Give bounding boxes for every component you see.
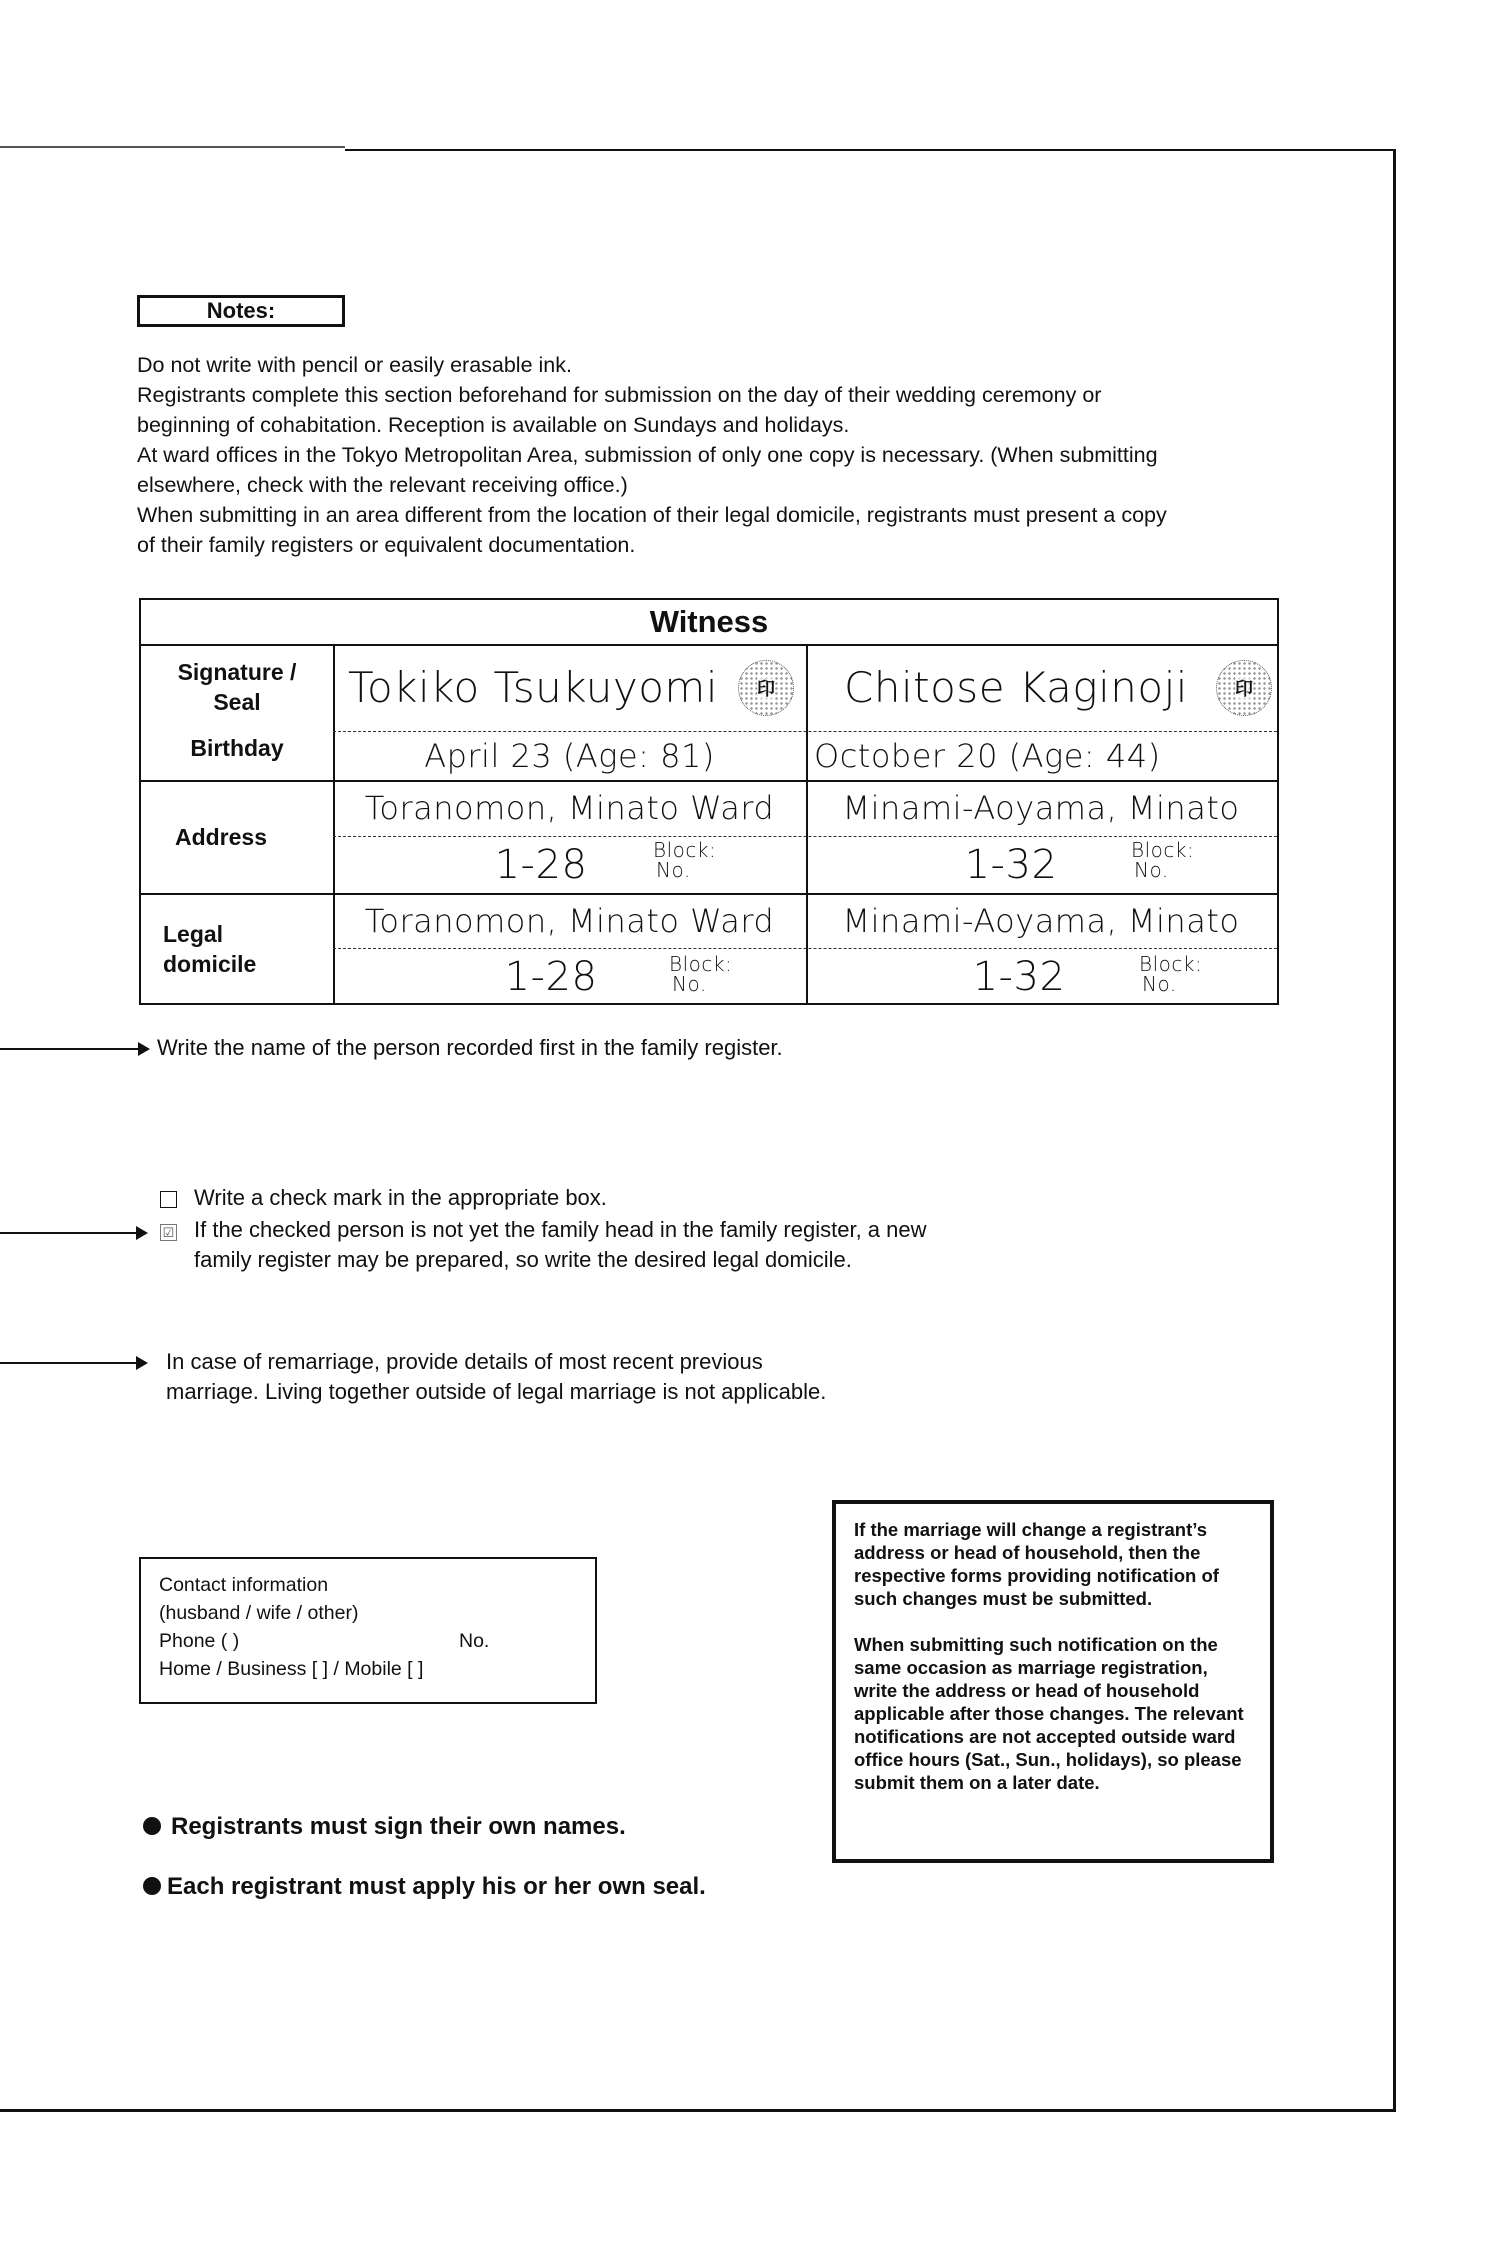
witness1-domicile: Toranomon, Minato Ward bbox=[364, 901, 775, 940]
remarriage-guidance-line2: marriage. Living together outside of legal marriage is not applicable. bbox=[166, 1379, 827, 1404]
family-head-guidance: Write the name of the person recorded first in the family register. bbox=[157, 1035, 783, 1060]
notes-line: of their family registers or equivalent documentation. bbox=[137, 533, 636, 557]
witness1-address-block-label bbox=[653, 840, 716, 880]
arrow-family-head bbox=[0, 1048, 148, 1050]
contact-phone-row bbox=[159, 1627, 595, 1655]
address-change-notice-box bbox=[832, 1500, 1274, 1863]
contact-information-box bbox=[139, 1557, 597, 1704]
bullet-sign-names bbox=[143, 1813, 626, 1841]
bullet-dot-icon bbox=[143, 1817, 161, 1835]
contact-phone-type: Home / Business [ ] / Mobile [ ] bbox=[159, 1658, 424, 1680]
witness2-seal bbox=[1216, 660, 1272, 716]
contact-title: Contact information bbox=[159, 1574, 329, 1596]
frame-top-left-line bbox=[0, 146, 345, 148]
arrow-remarriage bbox=[0, 1362, 146, 1364]
address-label: Address bbox=[174, 823, 268, 850]
witness2-address-block: 1-32 bbox=[964, 841, 1058, 888]
notes-line: beginning of cohabitation. Reception is available on Sundays and holidays. bbox=[137, 413, 850, 437]
bullet-apply-seal bbox=[143, 1873, 706, 1901]
witness1-seal bbox=[738, 660, 794, 716]
notes-line: Registrants complete this section beforehand for submission on the day of their wedding ceremony or bbox=[137, 383, 1102, 407]
check-mark-guidance: Write a check mark in the appropriate box. bbox=[194, 1185, 607, 1210]
desired-domicile-guidance: family register may be prepared, so write the desired legal domicile. bbox=[194, 1247, 852, 1272]
bullet-sign-text: Registrants must sign their own names. bbox=[171, 1813, 626, 1840]
arrow-checkbox bbox=[0, 1232, 146, 1234]
checked-checkbox-sample bbox=[160, 1224, 177, 1241]
witness1-address-block: 1-28 bbox=[494, 841, 588, 888]
witness1-address: Toranomon, Minato Ward bbox=[364, 789, 775, 827]
bullet-seal-text: Each registrant must apply his or her own seal. bbox=[167, 1873, 706, 1900]
block-label: Block: bbox=[1131, 838, 1195, 862]
bullet-dot-icon bbox=[143, 1877, 161, 1895]
no-label: No. bbox=[1142, 972, 1177, 996]
contact-role: (husband / wife / other) bbox=[159, 1602, 359, 1624]
seal-glyph: 印 bbox=[1235, 675, 1253, 701]
witness1-domicile-block: 1-28 bbox=[504, 953, 598, 1000]
notes-line: When submitting in an area different from the location of their legal domicile, registrants must present a copy bbox=[137, 503, 1167, 527]
check-mark-icon: ☑ bbox=[162, 1225, 175, 1240]
family-head-new-register-guidance: If the checked person is not yet the family head in the family register, a new bbox=[194, 1217, 927, 1242]
legal-domicile-label: Legal domicile bbox=[163, 921, 257, 977]
contact-phone-label: Phone ( ) bbox=[159, 1630, 240, 1652]
notes-line: At ward offices in the Tokyo Metropolitan Area, submission of only one copy is necessary. (When submitting bbox=[137, 443, 1158, 467]
no-label: No. bbox=[672, 972, 707, 996]
witness1-name: Tokiko Tsukuyomi bbox=[347, 663, 719, 712]
witness2-address-block-label bbox=[1131, 840, 1194, 880]
block-label: Block: bbox=[1139, 952, 1203, 976]
witness2-domicile-block-label bbox=[1139, 954, 1202, 994]
frame-right-line bbox=[1393, 149, 1396, 2111]
witness2-address: Minami-Aoyama, Minato bbox=[842, 789, 1240, 827]
contact-phone-no-label: No. bbox=[459, 1630, 490, 1652]
notes-line: Do not write with pencil or easily erasable ink. bbox=[137, 353, 572, 377]
witness2-name: Chitose Kaginoji bbox=[844, 663, 1188, 712]
address-change-notice-p1: If the marriage will change a registrant’s address or head of household, then the respective forms providing notification of such changes must be submitted. bbox=[854, 1519, 1219, 1609]
no-label: No. bbox=[1134, 858, 1169, 882]
witness2-domicile-block: 1-32 bbox=[972, 953, 1066, 1000]
witness-title: Witness bbox=[649, 604, 769, 639]
remarriage-guidance-line1: In case of remarriage, provide details of most recent previous bbox=[166, 1349, 763, 1374]
witness2-domicile: Minami-Aoyama, Minato bbox=[842, 901, 1240, 940]
frame-top-line bbox=[345, 149, 1395, 151]
seal-glyph: 印 bbox=[757, 675, 775, 701]
address-change-notice-p2: When submitting such notification on the same occasion as marriage registration, write the address or head of household applicable after those changes. The relevant notifications are not accepted outside ward office hours (Sat., Sun., holidays), so please submit them on a later date. bbox=[854, 1634, 1244, 1793]
birthday-label: Birthday bbox=[190, 735, 284, 761]
empty-checkbox-sample bbox=[160, 1191, 177, 1208]
notes-badge: Notes: bbox=[137, 295, 345, 327]
witness-table bbox=[139, 598, 1279, 1005]
witness2-birthday: October 20 (Age: 44) bbox=[814, 736, 1161, 775]
frame-bottom-line bbox=[0, 2109, 1396, 2112]
signature-seal-label: Signature / Seal bbox=[177, 659, 297, 715]
no-label: No. bbox=[656, 858, 691, 882]
block-label: Block: bbox=[669, 952, 733, 976]
block-label: Block: bbox=[653, 838, 717, 862]
notes-line: elsewhere, check with the relevant receiving office.) bbox=[137, 473, 628, 497]
witness1-birthday: April 23 (Age: 81) bbox=[424, 736, 715, 775]
witness1-domicile-block-label bbox=[669, 954, 732, 994]
notes-text bbox=[137, 350, 1267, 560]
